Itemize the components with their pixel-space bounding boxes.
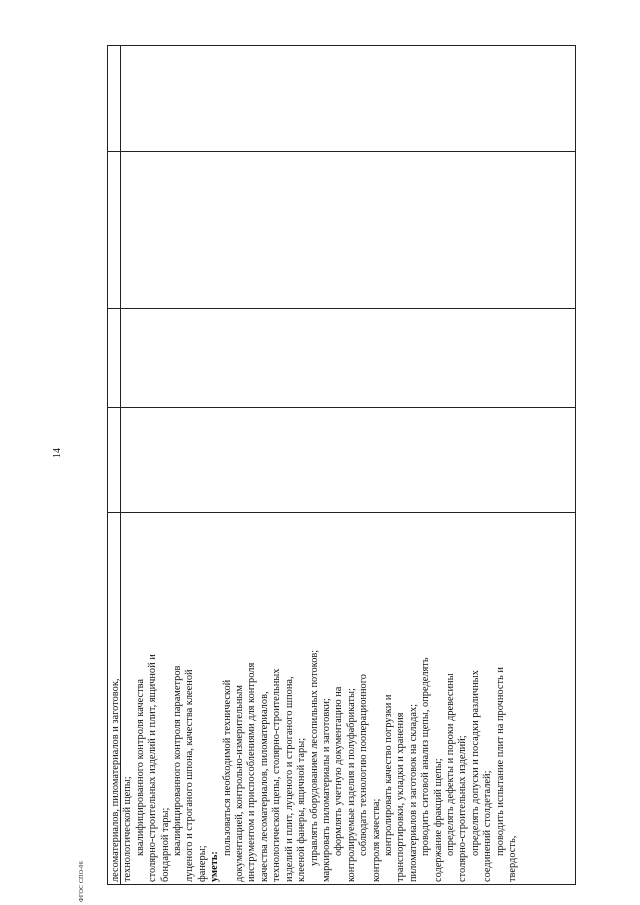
- cell-text-line: столярно-строительных изделий;: [457, 735, 469, 882]
- cell-text-line: технологической щепы, столярно-строительных: [271, 668, 283, 882]
- cell-text-line: лесоматериалов, пиломатериалов и заготовок,: [110, 678, 121, 882]
- cell-text-line: бондарной тары;: [159, 807, 171, 882]
- row-divider: [108, 512, 575, 513]
- page-number: 14: [52, 448, 63, 458]
- document-footer: ФГОС СПО-06: [79, 861, 85, 902]
- cell-text-line: уметь:: [209, 851, 221, 882]
- cell-text-line: контролируемые изделия и полуфабрикаты;: [345, 688, 357, 882]
- cell-text-line: фанеры;: [196, 845, 208, 882]
- cell-text-line: маркировать пиломатериалы и заготовки;: [320, 698, 332, 882]
- cell-text-line: луценого и строганого шпона, качества клееной: [184, 669, 196, 882]
- cell-text-line: клееной фанеры, ящичной тары;: [296, 737, 308, 882]
- row-divider: [108, 151, 575, 152]
- row-divider: [108, 308, 575, 309]
- cell-text-line: соединений столдеталей;: [482, 770, 494, 882]
- cell-text-line: контролировать качество погрузки и: [382, 694, 394, 856]
- cell-text-line: твердость,: [507, 835, 518, 882]
- cell-text-line: технологической щепы;: [122, 776, 134, 882]
- row-divider: [108, 407, 575, 408]
- cell-text-line: документацией, контрольно-измерительным: [234, 685, 246, 882]
- cell-text-line: проводить испытание плит на прочность и: [494, 667, 506, 856]
- cell-text-line: столярно-строительных изделий и плит, ящичной и: [147, 654, 159, 882]
- cell-text-line: инструментом и приспособлениями для контроля: [246, 662, 258, 882]
- cell-text-line: проводить ситовой анализ щепы, определять: [420, 657, 432, 856]
- cell-text-line: оформлять учетную документацию на: [333, 686, 345, 856]
- cell-text-line: изделий и плит, луценого и строганого шпона,: [283, 676, 295, 882]
- cell-text-line: содержание фракций щепы;: [432, 758, 444, 882]
- cell-text-line: управлять оборудованием лесопильных потоков;: [308, 649, 320, 866]
- cell-text-line: определять допуски и посадки различных: [469, 670, 481, 856]
- cell-text-line: качества лесоматериалов, пиломатериалов,: [258, 691, 270, 882]
- cell-text-line: транспортировки, укладки и хранения: [395, 712, 407, 882]
- cell-text-line: пользоваться необходимой технической: [221, 679, 233, 856]
- cell-text-line: определять дефекты и пороки древесины: [444, 673, 456, 856]
- cell-text-line: пиломатериалов и заготовок на складах;: [407, 703, 419, 882]
- cell-text-line: квалифицированного контроля параметров: [172, 665, 184, 856]
- knowledge-skills-cell: [110, 542, 519, 882]
- cell-text-line: соблюдать технологию пооперационного: [358, 674, 370, 856]
- cell-text-line: контроля качества;: [370, 798, 382, 882]
- cell-text-line: квалифицированного контроля качества: [134, 678, 146, 856]
